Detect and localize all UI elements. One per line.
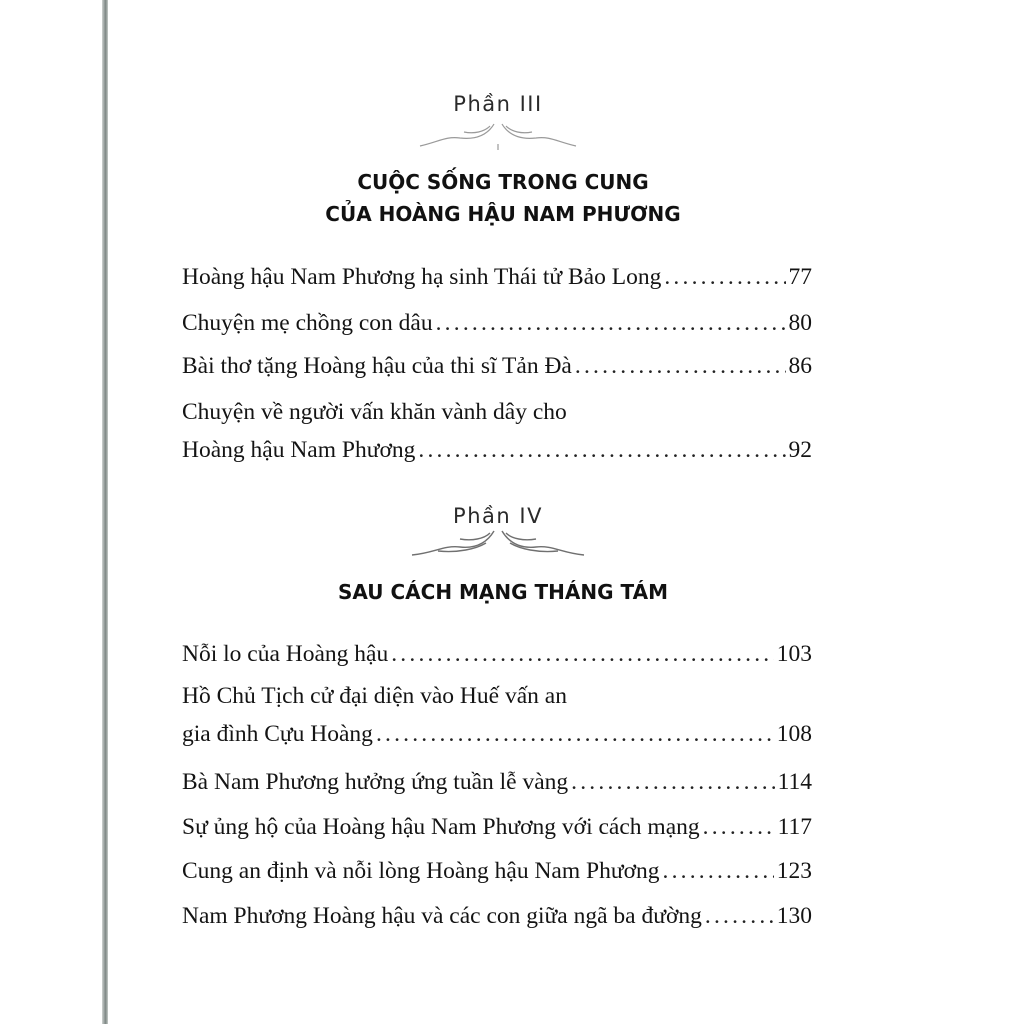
toc-entry-title: Hoàng hậu Nam Phương hạ sinh Thái tử Bảo Long xyxy=(182,264,662,290)
toc-entry[interactable] xyxy=(182,677,812,753)
toc-entry[interactable] xyxy=(182,852,812,890)
toc-entry-title-line-1: Hồ Chủ Tịch cử đại diện vào Huế vấn an xyxy=(182,683,567,709)
part-4-title xyxy=(0,576,1006,608)
toc-entry-title: Sự ủng hộ của Hoàng hậu Nam Phương với cách mạng xyxy=(182,814,700,840)
part-3-title xyxy=(0,166,1006,230)
toc-entry[interactable] xyxy=(182,808,812,846)
toc-page-number: 77 xyxy=(788,264,812,290)
toc-entry-title-line-1: Chuyện về người vấn khăn vành dây cho xyxy=(182,399,567,425)
toc-entry-title: Bà Nam Phương hưởng ứng tuần lễ vàng xyxy=(182,769,569,795)
flourish-ornament-icon xyxy=(398,527,598,561)
toc-page-number: 86 xyxy=(788,353,812,379)
toc-page-number: 114 xyxy=(777,769,812,795)
toc-page-number: 108 xyxy=(776,721,812,747)
dot-leader xyxy=(664,258,785,296)
part-3-title-line-2: CỦA HOÀNG HẬU NAM PHƯƠNG xyxy=(325,202,681,226)
toc-entry[interactable] xyxy=(182,258,812,296)
toc-page-number: 130 xyxy=(776,903,812,929)
dot-leader xyxy=(575,347,786,385)
toc-entry[interactable] xyxy=(182,897,812,935)
toc-entry-title: Cung an định và nỗi lòng Hoàng hậu Nam Phương xyxy=(182,858,660,884)
toc-entry-title: Bài thơ tặng Hoàng hậu của thi sĩ Tản Đà xyxy=(182,353,572,379)
toc-entry-title-line-2: gia đình Cựu Hoàng xyxy=(182,721,373,747)
toc-entry[interactable] xyxy=(182,763,812,801)
part-4-title-line-1: SAU CÁCH MẠNG THÁNG TÁM xyxy=(338,580,668,604)
toc-entry-title: Nam Phương Hoàng hậu và các con giữa ngã ba đường xyxy=(182,903,702,929)
dot-leader xyxy=(703,808,775,846)
dot-leader xyxy=(418,431,785,469)
flourish-ornament-icon xyxy=(398,120,598,154)
toc-entry-title: Chuyện mẹ chồng con dâu xyxy=(182,310,433,336)
toc-page-number: 92 xyxy=(788,437,812,463)
dot-leader xyxy=(663,852,774,890)
toc-page-number: 80 xyxy=(788,310,812,336)
dot-leader xyxy=(376,715,774,753)
part-4-label: Phần IV xyxy=(453,504,543,528)
dot-leader xyxy=(571,763,774,801)
toc-entry-title-line-2: Hoàng hậu Nam Phương xyxy=(182,437,416,463)
dot-leader xyxy=(705,897,774,935)
toc-entry[interactable] xyxy=(182,347,812,385)
toc-page-number: 123 xyxy=(776,858,812,884)
toc-entry[interactable] xyxy=(182,393,812,469)
dot-leader xyxy=(436,304,786,342)
part-3-title-line-1: CUỘC SỐNG TRONG CUNG xyxy=(357,170,649,194)
toc-page-number: 117 xyxy=(777,814,812,840)
toc-entry-title: Nỗi lo của Hoàng hậu xyxy=(182,641,389,667)
toc-page-number: 103 xyxy=(776,641,812,667)
toc-entry[interactable] xyxy=(182,304,812,342)
toc-entry[interactable] xyxy=(182,635,812,673)
dot-leader xyxy=(391,635,774,673)
part-3-label: Phần III xyxy=(453,92,543,116)
